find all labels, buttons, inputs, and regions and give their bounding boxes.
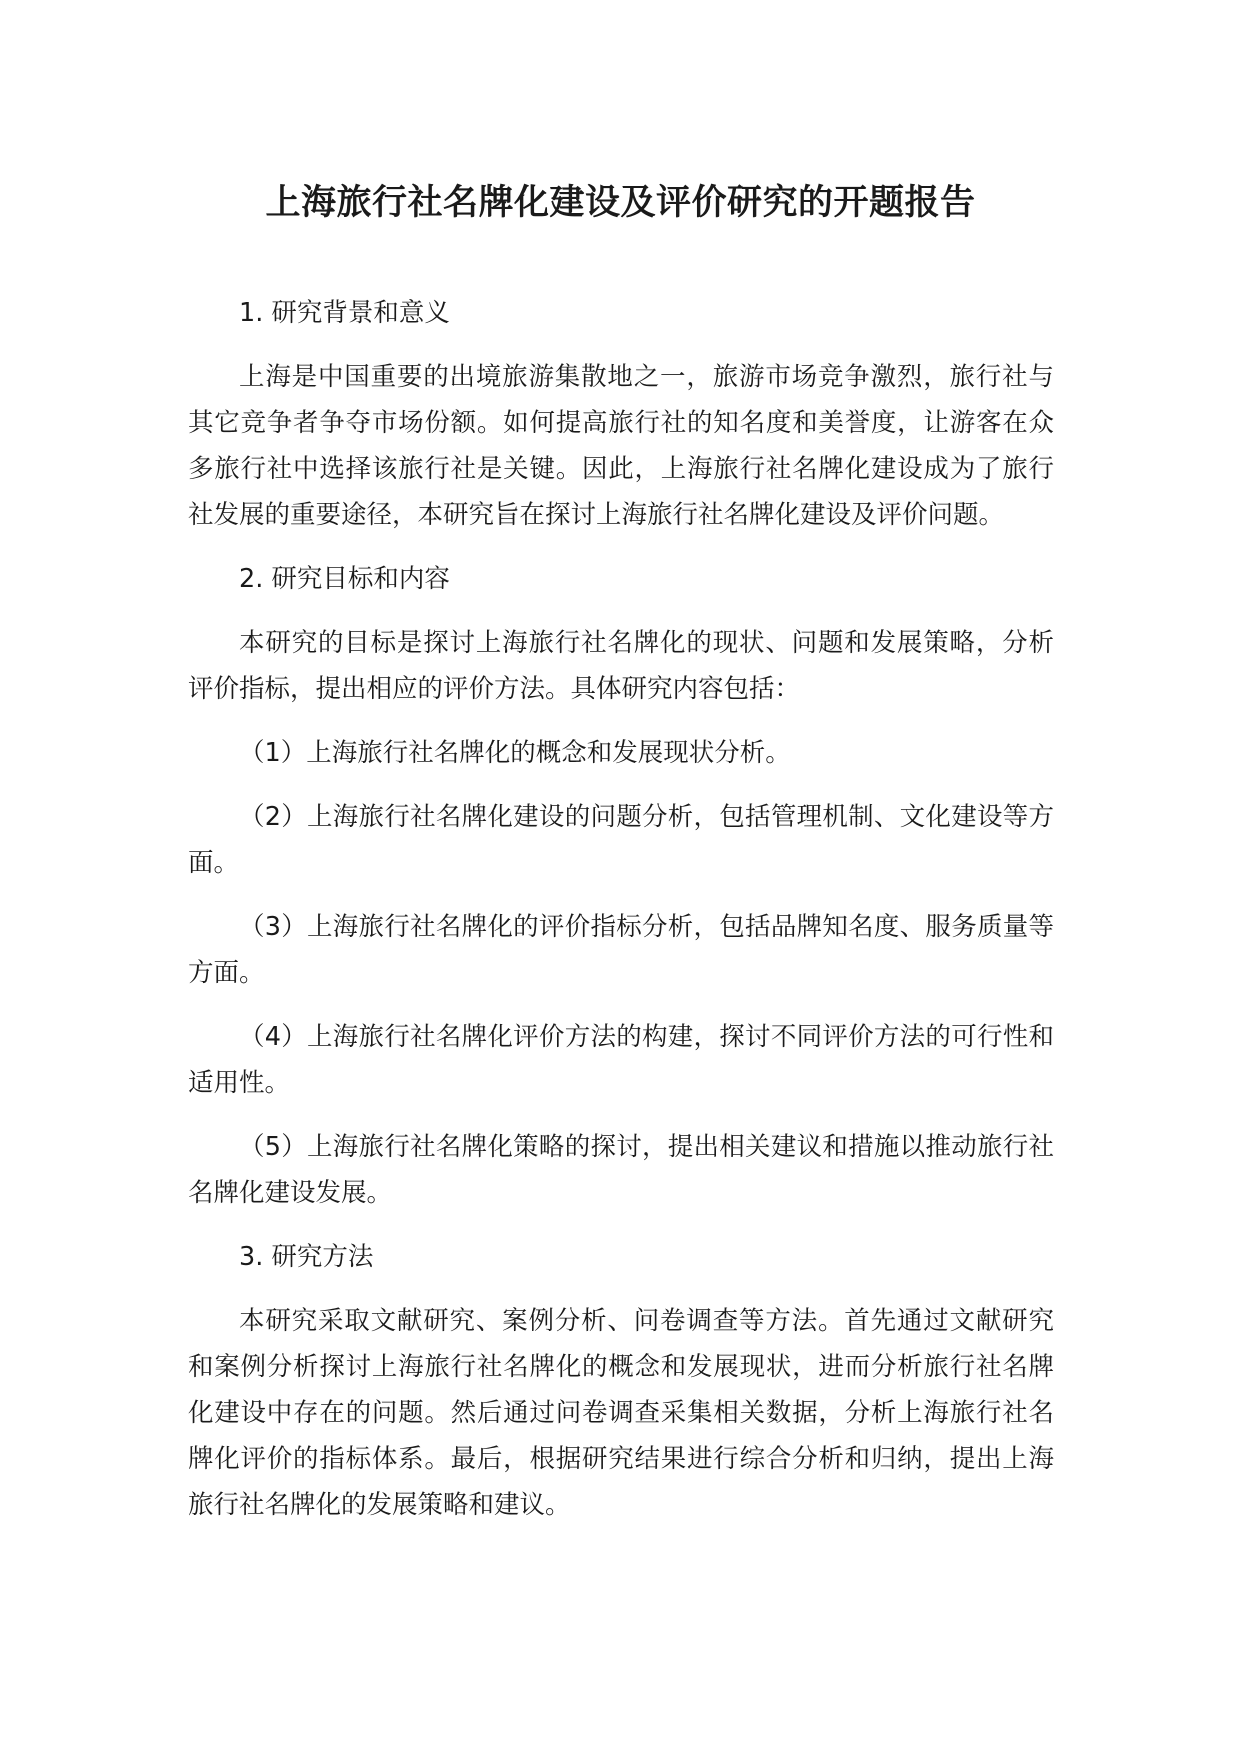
section-2-item-5: （5）上海旅行社名牌化策略的探讨，提出相关建议和措施以推动旅行社名牌化建设发展。 — [188, 1132, 1054, 1208]
document-body — [188, 290, 1054, 1546]
section-3-paragraph-1: 本研究采取文献研究、案例分析、问卷调查等方法。首先通过文献研究和案例分析探讨上海旅行社名牌化的概念和发展现状，进而分析旅行社名牌化建设中存在的问题。然后通过问卷调查采集相关数据，分析上海旅行社名牌化评价的指标体系。最后，根据研究结果进行综合分析和归纳，提出上海旅行社名牌化的发展策略和建议。 — [188, 1306, 1054, 1520]
section-2-item-3: （3）上海旅行社名牌化的评价指标分析，包括品牌知名度、服务质量等方面。 — [188, 912, 1054, 988]
section-heading-1: 1. 研究背景和意义 — [239, 298, 450, 328]
section-2-item-2: （2）上海旅行社名牌化建设的问题分析，包括管理机制、文化建设等方面。 — [188, 802, 1054, 878]
section-heading-3: 3. 研究方法 — [239, 1242, 374, 1272]
section-1-paragraph-1: 上海是中国重要的出境旅游集散地之一，旅游市场竞争激烈，旅行社与其它竞争者争夺市场份额。如何提高旅行社的知名度和美誉度，让游客在众多旅行社中选择该旅行社是关键。因此，上海旅行社名牌化建设成为了旅行社发展的重要途径，本研究旨在探讨上海旅行社名牌化建设及评价问题。 — [188, 362, 1054, 530]
document-title: 上海旅行社名牌化建设及评价研究的开题报告 — [265, 183, 976, 223]
section-2-item-1: （1）上海旅行社名牌化的概念和发展现状分析。 — [239, 738, 791, 768]
section-2-paragraph-1: 本研究的目标是探讨上海旅行社名牌化的现状、问题和发展策略，分析评价指标，提出相应的评价方法。具体研究内容包括： — [188, 628, 1054, 704]
section-heading-2: 2. 研究目标和内容 — [239, 564, 450, 594]
section-2-item-4: （4）上海旅行社名牌化评价方法的构建，探讨不同评价方法的可行性和适用性。 — [188, 1022, 1054, 1098]
